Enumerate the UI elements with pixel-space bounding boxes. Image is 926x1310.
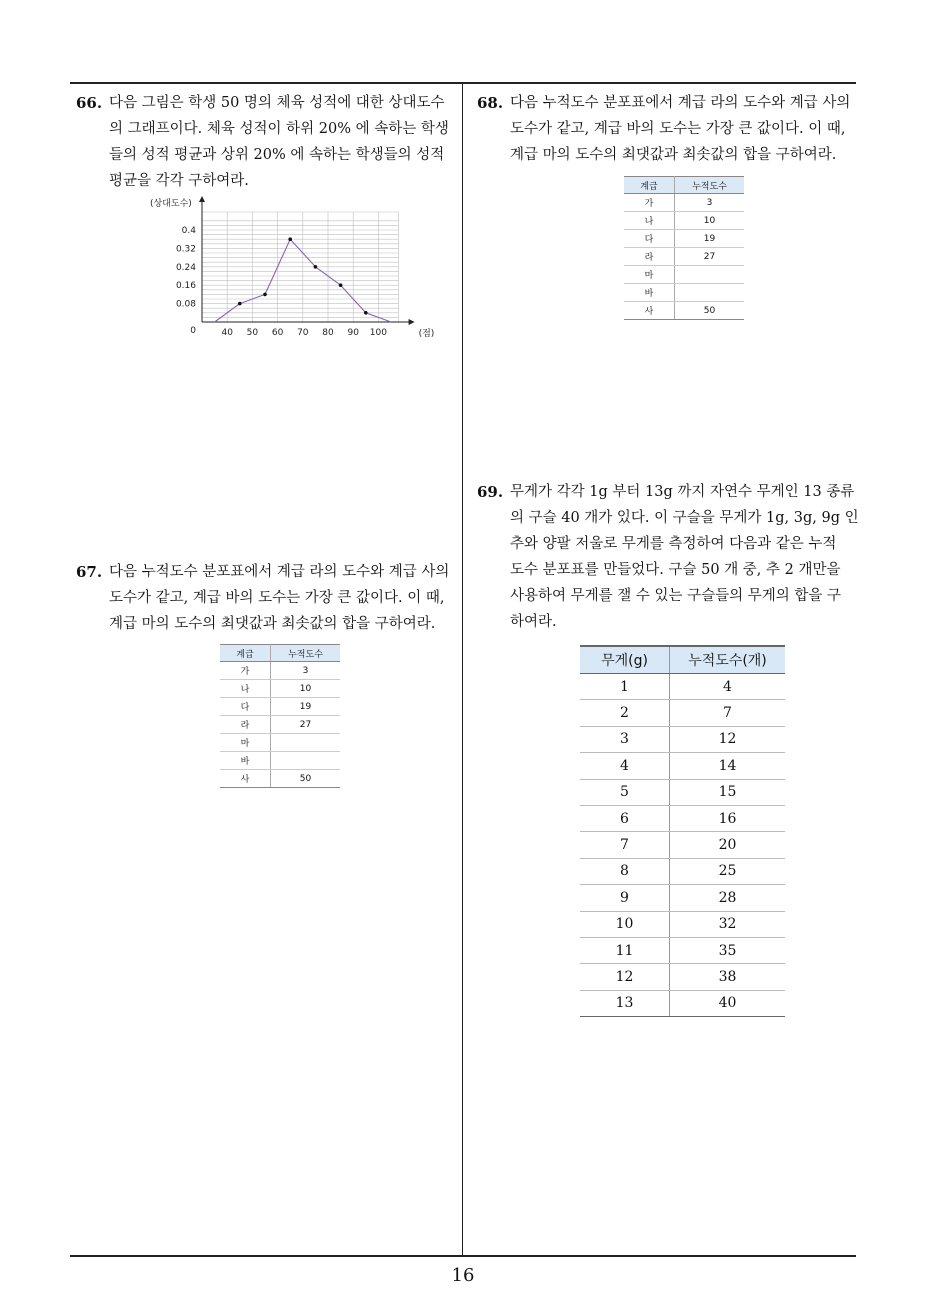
data-point [238,302,242,306]
table-row [220,716,340,734]
problem-69 [477,479,862,635]
problem-68 [477,90,862,168]
cumulative-frequency-table-67 [220,644,340,788]
x-tick-label: 80 [322,328,334,338]
data-point [314,265,318,269]
table-row [624,266,744,284]
table-header-row [624,177,744,194]
table-row [580,832,785,858]
table-cell: 바 [624,284,675,302]
table-cell: 1 [580,674,670,700]
table-row [580,885,785,911]
table-cell: 3 [580,726,670,752]
x-tick-label: 60 [271,328,284,338]
data-point [364,311,368,315]
table-cell: 사 [220,770,271,788]
problem-number: 69. [477,483,504,501]
table-cell [271,734,341,752]
table-row [624,212,744,230]
table-row [580,753,785,779]
y-tick-label: 0.32 [175,244,196,255]
table-cell: 27 [271,716,341,734]
table-cell [271,752,341,770]
table-cell: 가 [624,194,675,212]
table-cell: 9 [580,885,670,911]
table-cell: 14 [670,753,786,779]
problem-text: 다음 그림은 학생 50 명의 체육 성적에 대한 상대도수 의 그래프이다. 체육 성적이 하위 20% 에 속하는 학생 들의 성적 평균과 상위 20% 에 속하는 학생들의 성적 평균을 각각 구하여라. [109,95,449,189]
table-row [580,990,785,1016]
y-tick-label: 0.4 [181,226,196,236]
table-cell: 3 [271,662,341,680]
table-cell: 20 [670,832,786,858]
table-cell: 마 [220,734,271,752]
problem-67 [76,559,461,637]
cumulative-frequency-table-68 [624,176,744,320]
table-cell: 50 [271,770,341,788]
table-cell: 25 [670,858,786,884]
problem-text: 무게가 각각 1g 부터 13g 까지 자연수 무게인 13 종류 의 구슬 40 개가 있다. 이 구슬을 무게가 1g, 3g, 9g 인 추와 양팔 저울로 무게를 측정하여 다음과 같은 누적 도수 분포표를 만들었다. 구슬 50 개 중, 추 2 개만을 사용하여 무게를 잴 수 있는 구슬들의 무게의 합을 구 하여라. [510,484,859,630]
x-tick-label: 90 [347,328,359,338]
y-tick-label: 0.08 [175,299,196,310]
data-point [288,237,292,241]
problem-text: 다음 누적도수 분포표에서 계급 라의 도수와 계급 사의 도수가 같고, 계급 바의 도수는 가장 큰 값이다. 이 때, 계급 마의 도수의 최댓값과 최솟값의 합을 구하여라. [109,564,450,632]
bottom-rule [70,1255,856,1257]
problem-number: 68. [477,94,504,112]
table-row [580,858,785,884]
table-row [624,194,744,212]
table-cell: 16 [670,805,786,831]
page-number: 16 [451,1265,475,1286]
table-row [220,752,340,770]
table-cell: 27 [675,248,745,266]
table-cell: 19 [675,230,745,248]
table-cell [675,266,745,284]
table-header-row [580,646,785,674]
table-cell: 7 [670,700,786,726]
x-axis-label: (점) [418,329,435,339]
table-cell: 38 [670,964,786,990]
table-cell [675,284,745,302]
table-row [220,734,340,752]
table-cell: 10 [580,911,670,937]
table-cell: 2 [580,700,670,726]
table-row [580,779,785,805]
table-row [624,230,744,248]
table-cell: 라 [220,716,271,734]
table-cell: 28 [670,885,786,911]
table-cell: 가 [220,662,271,680]
table-cell: 5 [580,779,670,805]
table-cell: 4 [580,753,670,779]
x-tick-label: 40 [221,328,233,338]
y-tick-label: 0.24 [175,262,196,273]
table-cell: 19 [271,698,341,716]
table-cell: 12 [670,726,786,752]
table-header: 누적도수 [675,177,745,194]
table-cell: 35 [670,937,786,963]
problem-number: 67. [76,563,103,581]
table-cell: 11 [580,937,670,963]
x-tick-label: 50 [246,328,259,338]
table-cell: 7 [580,832,670,858]
table-row [580,911,785,937]
weight-cumulative-table [580,645,785,1017]
x-tick-label: 100 [369,328,387,338]
table-cell: 15 [670,779,786,805]
y-axis-arrow [199,196,205,202]
table-header: 누적도수 [271,645,341,662]
table-cell: 다 [220,698,271,716]
top-rule [70,82,856,84]
column-divider [462,83,463,1255]
problem-number: 66. [76,94,103,112]
table-cell: 12 [580,964,670,990]
table-row [220,770,340,788]
table-cell: 바 [220,752,271,770]
table-cell: 8 [580,858,670,884]
table-header: 계급 [220,645,271,662]
table-header: 누적도수(개) [670,646,786,674]
x-axis-arrow [409,319,415,325]
table-cell: 10 [675,212,745,230]
table-cell: 마 [624,266,675,284]
table-cell: 나 [220,680,271,698]
table-row [624,284,744,302]
table-row [580,964,785,990]
table-row [580,700,785,726]
table-row [580,674,785,700]
table-cell: 3 [675,194,745,212]
table-cell: 50 [675,302,745,320]
origin-label: 0 [190,326,196,336]
table-cell: 나 [624,212,675,230]
table-row [220,698,340,716]
table-row [624,302,744,320]
table-row [580,726,785,752]
data-point [339,283,343,287]
table-row [580,805,785,831]
table-cell: 사 [624,302,675,320]
table-cell: 다 [624,230,675,248]
table-cell: 13 [580,990,670,1016]
problem-66 [76,90,461,194]
table-cell: 라 [624,248,675,266]
table-row [220,680,340,698]
table-cell: 6 [580,805,670,831]
table-cell: 32 [670,911,786,937]
table-cell: 4 [670,674,786,700]
table-header-row [220,645,340,662]
table-row [624,248,744,266]
table-header: 무게(g) [580,646,670,674]
y-tick-label: 0.16 [175,281,196,292]
data-point [263,293,267,297]
x-tick-label: 70 [297,328,309,338]
y-axis-label: (상대도수) [150,199,192,209]
relative-frequency-chart [140,199,435,345]
table-row [220,662,340,680]
problem-text: 다음 누적도수 분포표에서 계급 라의 도수와 계급 사의 도수가 같고, 계급 바의 도수는 가장 큰 값이다. 이 때, 계급 마의 도수의 최댓값과 최솟값의 합을 구하여라. [510,95,851,163]
table-row [580,937,785,963]
table-header: 계급 [624,177,675,194]
table-cell: 40 [670,990,786,1016]
table-cell: 10 [271,680,341,698]
